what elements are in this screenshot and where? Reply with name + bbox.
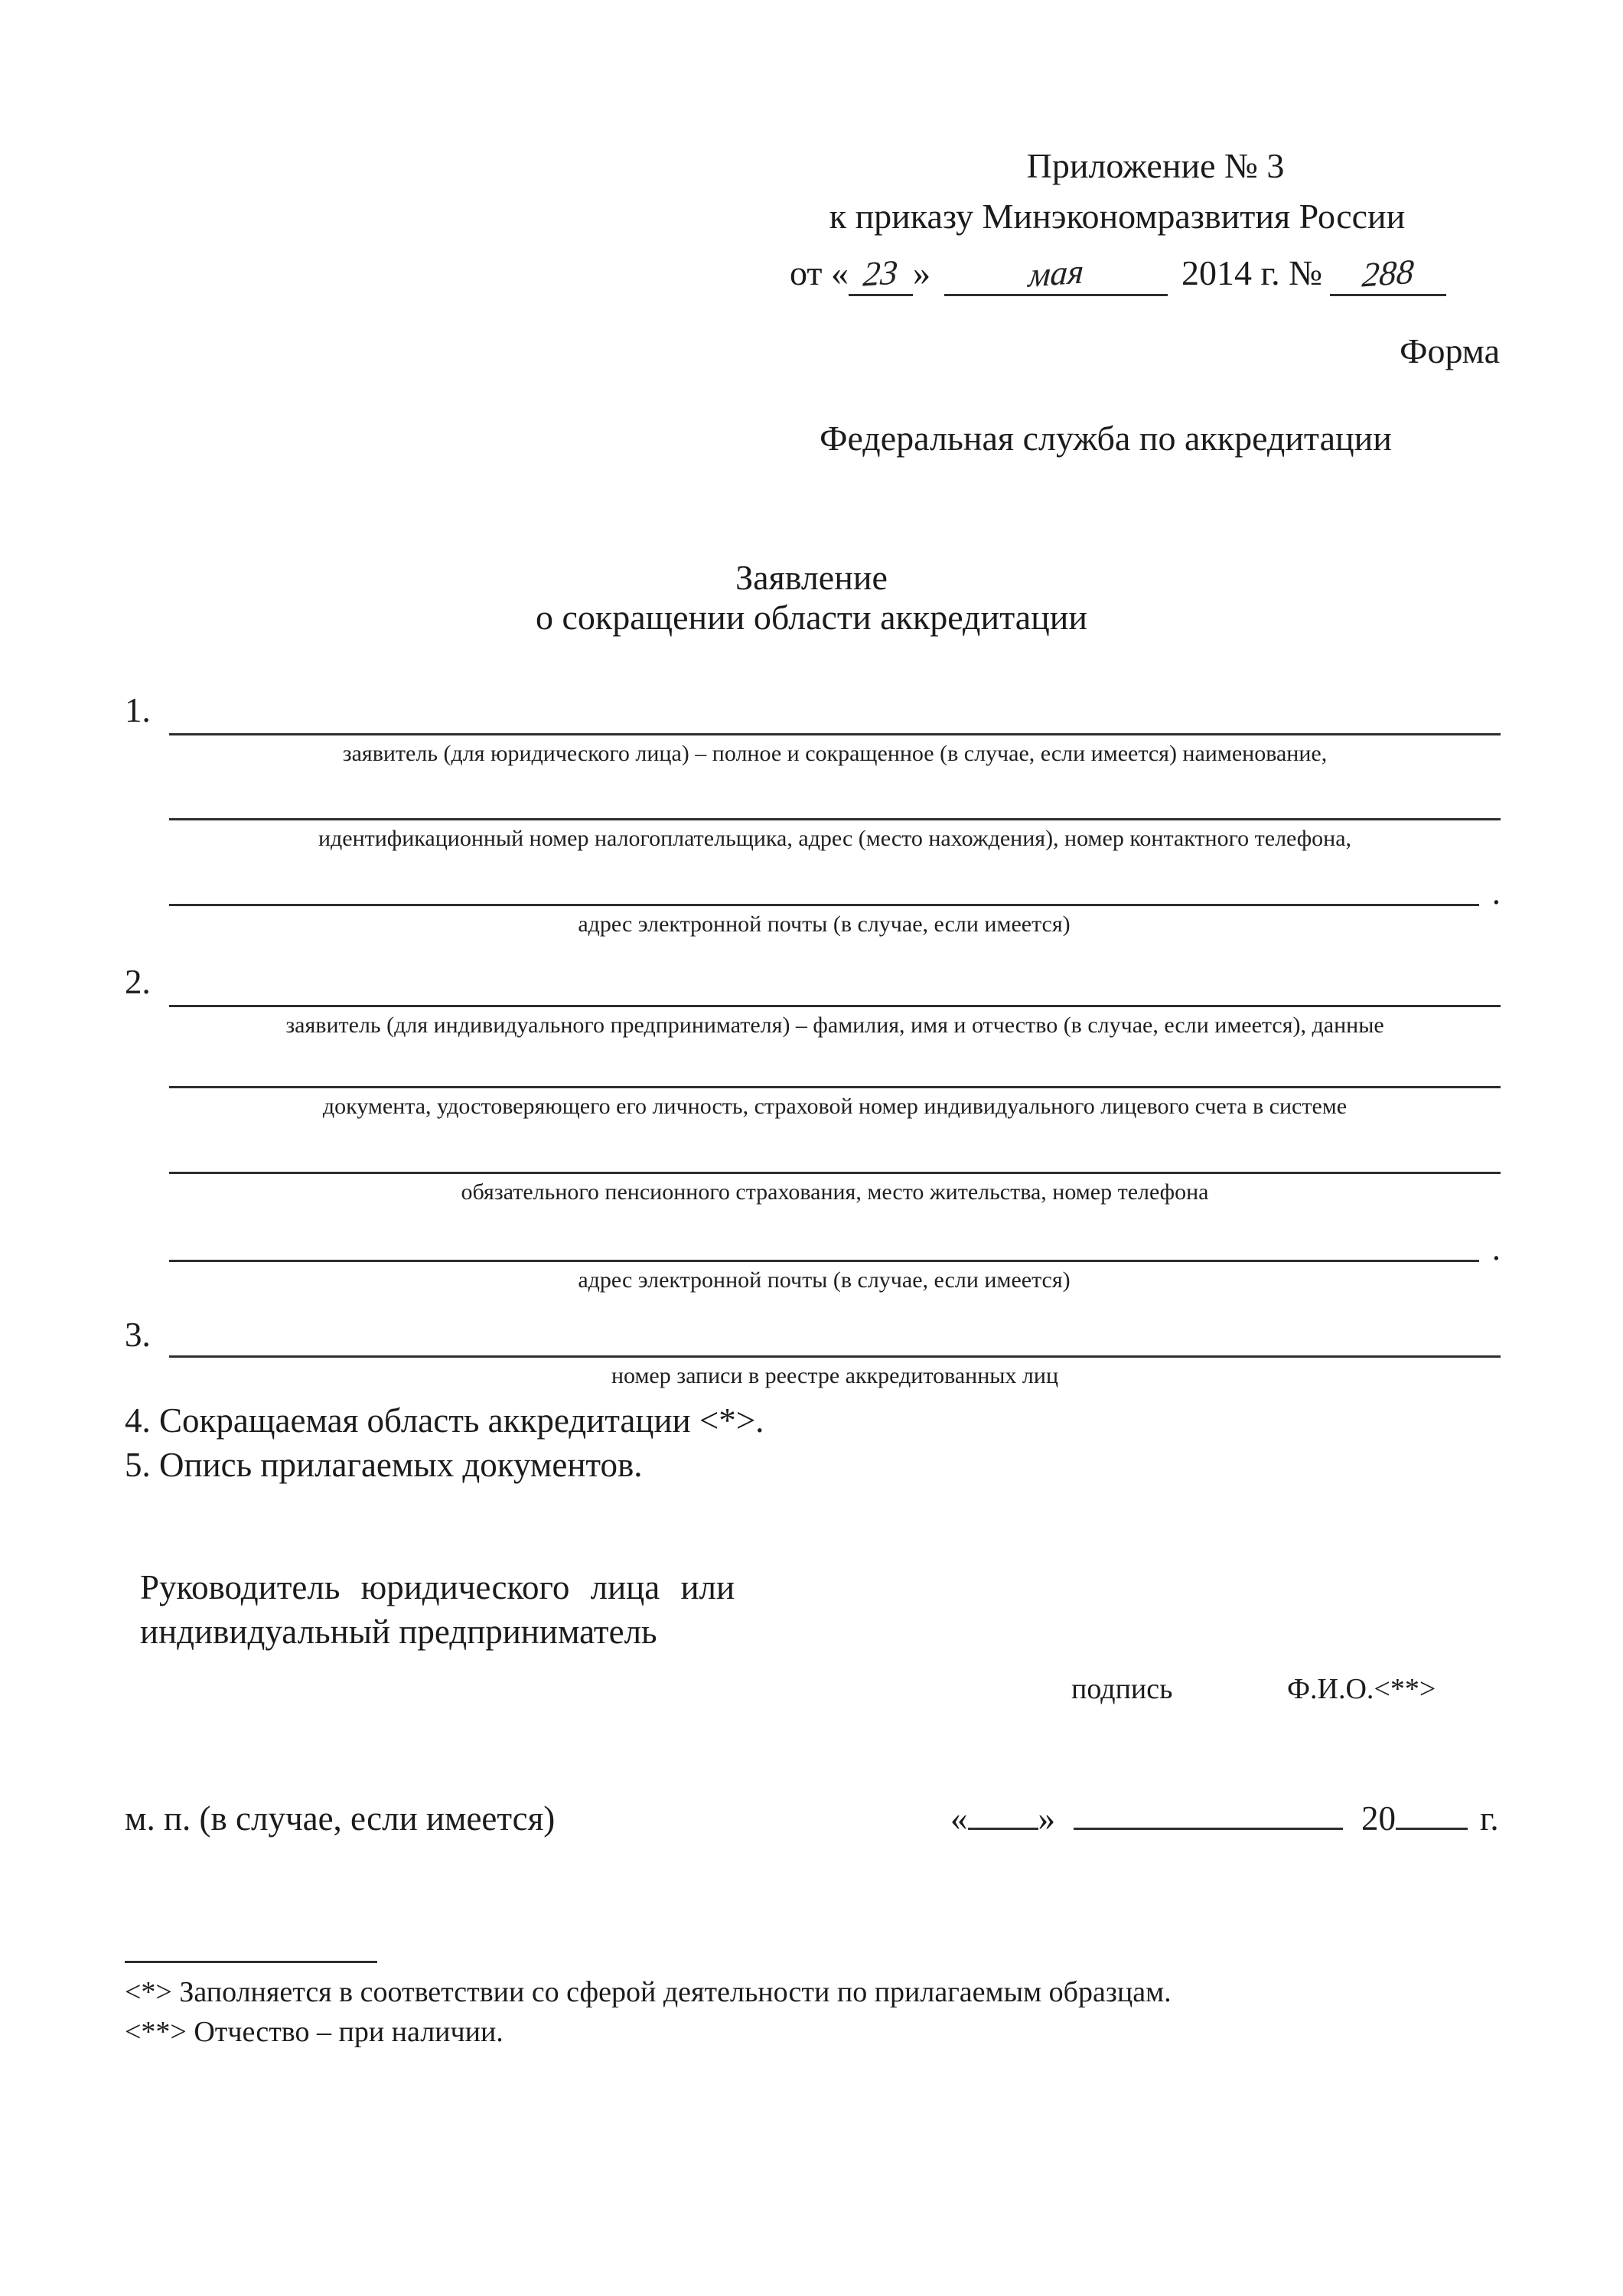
item1-field-line1[interactable] bbox=[169, 733, 1501, 768]
handwritten-month-field[interactable] bbox=[944, 253, 1168, 296]
footnote-1: <*> Заполняется в соответствии со сферой деятельности по прилагаемым образцам. bbox=[125, 1976, 1172, 2008]
item1-field-line3[interactable] bbox=[169, 873, 1501, 938]
date-fill-line bbox=[950, 1797, 1499, 1841]
item2-field-line1[interactable] bbox=[169, 1005, 1501, 1039]
item2-caption4: адрес электронной почты (в случае, если имеется) bbox=[578, 1267, 1071, 1293]
item2-field-line3[interactable] bbox=[169, 1172, 1501, 1206]
order-reference: к приказу Минэкономразвития России bbox=[829, 197, 1406, 236]
item3-caption: номер записи в реестре аккредитованных лиц bbox=[611, 1363, 1059, 1388]
footnote-2: <**> Отчество – при наличии. bbox=[125, 2016, 504, 2048]
item4-text: 4. Сокращаемая область аккредитации <*>. bbox=[125, 1401, 764, 1440]
handwritten-number: 288 bbox=[1361, 252, 1416, 295]
handwritten-day-field[interactable] bbox=[849, 253, 913, 296]
order-date-line bbox=[790, 253, 1446, 296]
item2-line-end-period: . bbox=[1491, 1229, 1501, 1267]
item5-text: 5. Опись прилагаемых документов. bbox=[125, 1446, 643, 1484]
date-close-quote2: » bbox=[1038, 1799, 1055, 1838]
year-suffix-label: г. bbox=[1480, 1799, 1499, 1838]
item3-field-line[interactable] bbox=[169, 1355, 1501, 1390]
form-label: Форма bbox=[1400, 331, 1500, 370]
item2-field-line4[interactable] bbox=[169, 1229, 1501, 1294]
item1-field-line2[interactable] bbox=[169, 818, 1501, 853]
stamp-note: м. п. (в случае, если имеется) bbox=[125, 1799, 556, 1838]
appendix-heading: Приложение № 3 bbox=[1026, 146, 1285, 185]
item1-number: 1. bbox=[125, 691, 151, 729]
item1-caption2: идентификационный номер налогоплательщика, адрес (место нахождения), номер контактного телефона, bbox=[318, 826, 1352, 851]
handwritten-number-field[interactable] bbox=[1330, 253, 1446, 296]
signature-label: подпись bbox=[1071, 1673, 1173, 1705]
item2-number: 2. bbox=[125, 963, 151, 1001]
fio-label: Ф.И.О.<**> bbox=[1287, 1673, 1436, 1705]
signatory-role-line2: индивидуальный предприниматель bbox=[140, 1612, 657, 1651]
item1-line-end-period: . bbox=[1491, 873, 1501, 912]
signatory-role-line1: Руководитель юридического лица или bbox=[140, 1568, 735, 1606]
handwritten-day: 23 bbox=[862, 253, 900, 294]
year-blank-field[interactable] bbox=[1396, 1828, 1468, 1830]
handwritten-month: мая bbox=[1027, 252, 1085, 295]
item1-caption3: адрес электронной почты (в случае, если имеется) bbox=[578, 912, 1071, 937]
item2-caption1: заявитель (для индивидуального предпринимателя) – фамилия, имя и отчество (в случае, если имеется), данные bbox=[285, 1013, 1384, 1038]
item2-caption2: документа, удостоверяющего его личность, страховой номер индивидуального лицевого счета в системе bbox=[322, 1094, 1348, 1119]
date-middle-label: 2014 г. № bbox=[1181, 253, 1323, 292]
item1-caption1: заявитель (для юридического лица) – полное и сокращенное (в случае, если имеется) наименование, bbox=[342, 741, 1328, 766]
month-blank-field[interactable] bbox=[1074, 1828, 1343, 1830]
date-close-quote: » bbox=[913, 253, 930, 292]
document-title-line1: Заявление bbox=[735, 558, 888, 597]
year-prefix-label: 20 bbox=[1361, 1799, 1396, 1838]
item2-field-line2[interactable] bbox=[169, 1086, 1501, 1120]
document-title-line2: о сокращении области аккредитации bbox=[535, 598, 1088, 637]
item3-number: 3. bbox=[125, 1316, 151, 1354]
footnote-separator bbox=[125, 1961, 377, 1963]
date-open-quote: « bbox=[950, 1799, 968, 1838]
day-blank-field[interactable] bbox=[968, 1828, 1038, 1830]
signatory-role bbox=[140, 1566, 813, 1654]
date-prefix-label: от « bbox=[790, 253, 849, 292]
item2-caption3: обязательного пенсионного страхования, место жительства, номер телефона bbox=[461, 1179, 1209, 1205]
agency-name: Федеральная служба по аккредитации bbox=[820, 419, 1392, 458]
